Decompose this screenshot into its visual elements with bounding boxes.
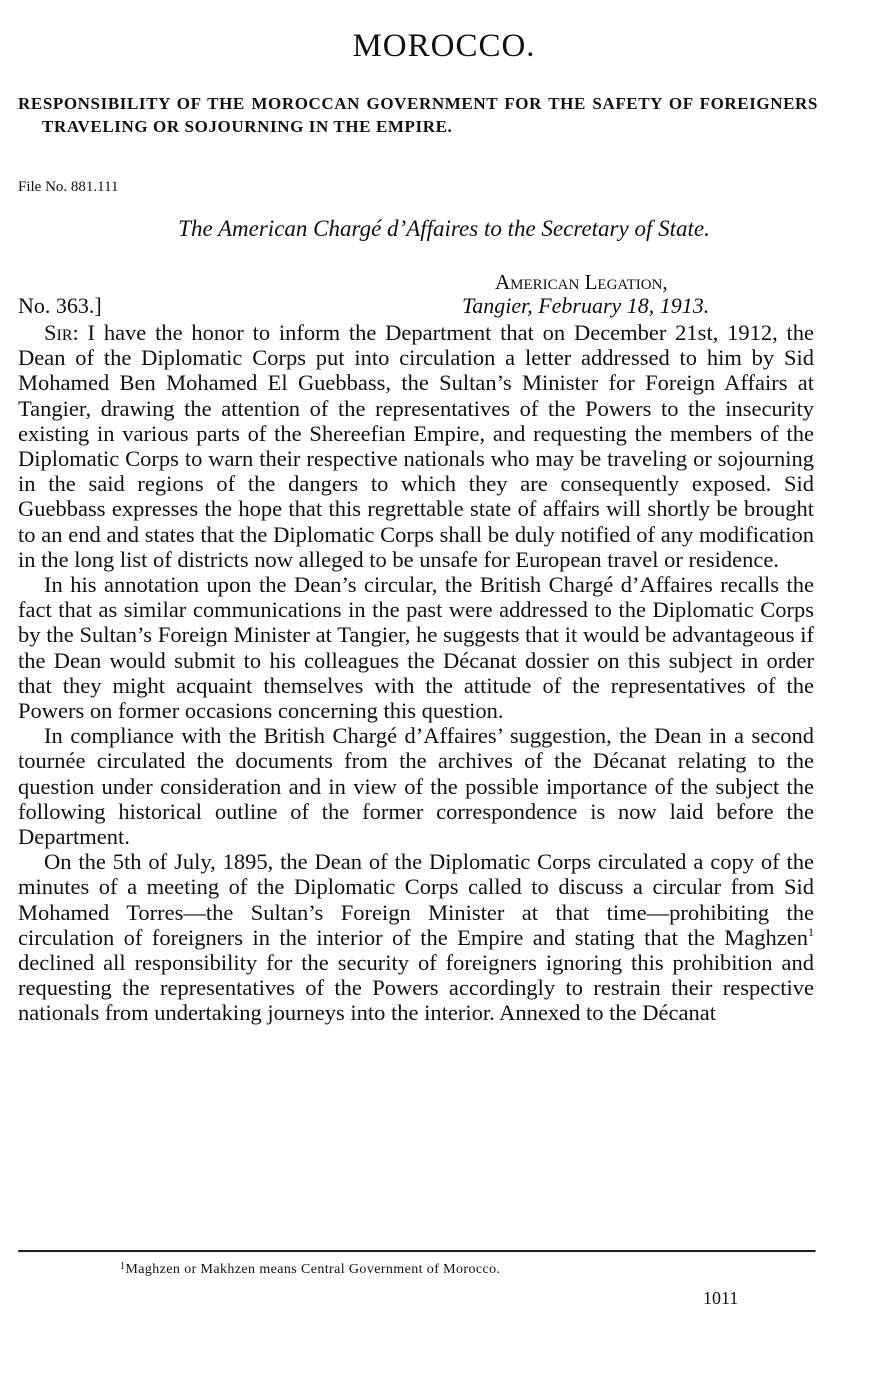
paragraph: [18, 320, 814, 572]
letter-body: [18, 320, 814, 1026]
subject-heading: RESPONSIBILITY OF THE MOROCCAN GOVERNMENT FOR THE SAFETY OF FOREIGNERS TRAVELING OR SOJOURNING IN THE EMPIRE.: [18, 94, 818, 136]
paragraph-text: On the 5th of July, 1895, the Dean of the Diplomatic Corps circulated a copy of the minutes of a meeting of the Diplomatic Corps called to discuss a circular from Sid Mohamed Torres—the Sultan’s Foreign Minister at that time—prohibiting the circulation of foreigners in the interior of the Empire and stating that the Maghzen: [18, 849, 814, 950]
document-number: No. 363.]: [18, 293, 102, 318]
page-number: 1011: [703, 1288, 739, 1308]
legation-line: American Legation,: [495, 270, 668, 294]
file-number: File No. 881.111: [18, 179, 119, 195]
footnote-divider: [18, 1250, 816, 1253]
footnote-text: Maghzen or Makhzen means Central Government of Morocco.: [125, 1262, 501, 1277]
footnote-marker: 1: [120, 1261, 126, 1272]
footnote-reference: 1: [808, 924, 814, 939]
paragraph-text: declined all responsibility for the security of foreigners ignoring this prohibition and requesting the representatives of the Powers accordingly to restrain their respective nationals from undertaking journeys into the interior. Annexed to the Décanat: [18, 950, 814, 1026]
paragraph-text: I have the honor to inform the Department that on December 21st, 1912, the Dean of the Diplomatic Corps put into circulation a letter addressed to him by Sid Mohamed Ben Mohamed El Guebbass, the Sultan’s Minister for Foreign Affairs at Tangier, drawing the attention of the representatives of the Powers to the insecurity existing in various parts of the Shereefian Empire, and requesting the members of the Diplomatic Corps to warn their respective nationals who may be traveling or sojourning in the said regions of the dangers to which they are consequently exposed. Sid Guebbass expresses the hope that this regrettable state of affairs will shortly be brought to an end and states that the Diplomatic Corps shall be duly notified of any modification in the long list of districts now alleged to be unsafe for European travel or residence.: [18, 320, 814, 572]
place-date-line: Tangier, February 18, 1913.: [462, 293, 710, 318]
letter-heading: The American Chargé d’Affaires to the Secretary of State.: [178, 216, 710, 241]
paragraph: In his annotation upon the Dean’s circular, the British Chargé d’Affaires recalls the fact that as similar communications in the past were addressed to the Diplomatic Corps by the Sultan’s Foreign Minister at Tangier, he suggests that it would be advantageous if the Dean would submit to his colleagues the Décanat dossier on this subject in order that they might acquaint themselves with the attitude of the representatives of the Powers on former occasions concerning this question.: [18, 572, 814, 724]
footnote: [120, 1262, 500, 1278]
country-heading: MOROCCO.: [352, 28, 536, 64]
paragraph: In compliance with the British Chargé d’Affaires’ suggestion, the Dean in a second tournée circulated the documents from the archives of the Décanat relating to the question under consideration and in view of the possible importance of the subject the following historical outline of the former correspondence is now laid before the Department.: [18, 723, 814, 850]
salutation: Sir:: [44, 320, 79, 345]
paragraph: [18, 849, 814, 1025]
